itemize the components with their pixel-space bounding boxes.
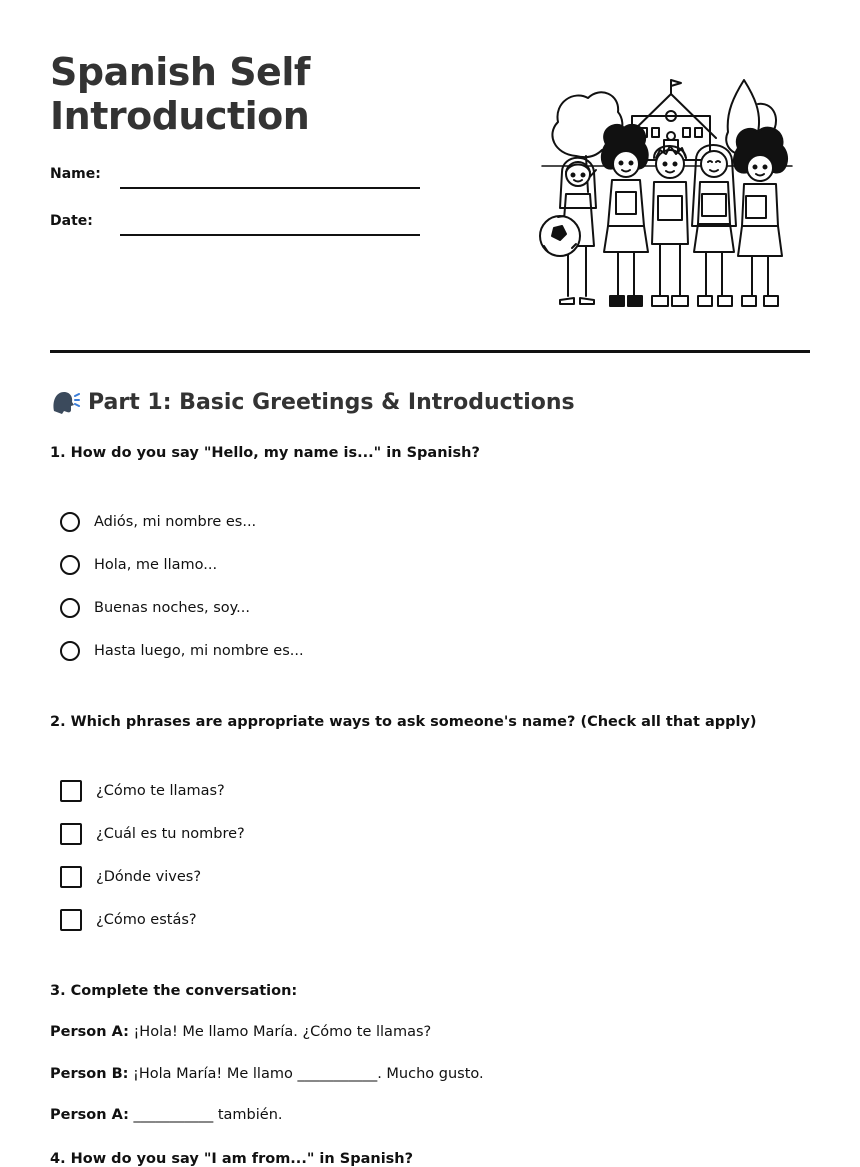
student-2 — [602, 125, 648, 306]
worksheet-title — [50, 50, 310, 138]
radio-button[interactable] — [60, 555, 80, 575]
question-2: 2. Which phrases are appropriate ways to ask someone's name? (Check all that apply) — [50, 714, 757, 730]
header-divider — [50, 350, 810, 353]
date-field[interactable] — [120, 234, 420, 236]
option-label: Adiós, mi nombre es... — [94, 514, 257, 530]
option-label: Hasta luego, mi nombre es... — [94, 643, 304, 659]
student-5 — [734, 128, 787, 306]
option-label: ¿Dónde vives? — [96, 869, 202, 885]
option-label: Buenas noches, soy... — [94, 600, 250, 616]
title-line-1: Spanish Self — [50, 50, 310, 94]
checkbox[interactable] — [60, 866, 82, 888]
conversation-text: ¡Hola! Me llamo María. ¿Cómo te llamas? — [133, 1024, 432, 1040]
question-1: 1. How do you say "Hello, my name is..." in Spanish? — [50, 445, 480, 461]
option-label: ¿Cómo te llamas? — [96, 783, 225, 799]
speaking-head-icon — [50, 389, 80, 415]
speaker-label: Person B: — [50, 1066, 129, 1082]
checkbox[interactable] — [60, 780, 82, 802]
q1-option-1[interactable] — [60, 512, 256, 532]
checkbox[interactable] — [60, 909, 82, 931]
q1-option-2[interactable] — [60, 555, 217, 575]
conversation-text: ¡Hola María! Me llamo ___________. Mucho gusto. — [133, 1066, 484, 1082]
conversation-line-3[interactable] — [50, 1107, 283, 1123]
name-label: Name: — [50, 166, 101, 182]
radio-button[interactable] — [60, 512, 80, 532]
option-label: Hola, me llamo... — [94, 557, 218, 573]
soccer-ball — [540, 216, 580, 256]
speaker-label: Person A: — [50, 1024, 129, 1040]
date-label: Date: — [50, 213, 93, 229]
q1-option-4[interactable] — [60, 641, 304, 661]
conversation-line-1 — [50, 1024, 431, 1040]
question-4: 4. How do you say "I am from..." in Spanish? — [50, 1151, 414, 1167]
option-label: ¿Cómo estás? — [96, 912, 197, 928]
student-4 — [692, 145, 736, 306]
radio-button[interactable] — [60, 598, 80, 618]
speaker-label: Person A: — [50, 1107, 129, 1123]
part1-heading — [50, 389, 575, 415]
q2-option-1[interactable] — [60, 780, 225, 802]
question-3: 3. Complete the conversation: — [50, 983, 298, 999]
conversation-line-2[interactable] — [50, 1066, 484, 1082]
radio-button[interactable] — [60, 641, 80, 661]
q1-option-3[interactable] — [60, 598, 250, 618]
q2-option-4[interactable] — [60, 909, 197, 931]
checkbox[interactable] — [60, 823, 82, 845]
student-3 — [652, 146, 688, 306]
conversation-text: ___________ también. — [133, 1107, 283, 1123]
students-school-illustration — [536, 76, 798, 320]
title-line-2: Introduction — [50, 94, 310, 138]
q2-option-3[interactable] — [60, 866, 201, 888]
option-label: ¿Cuál es tu nombre? — [96, 826, 245, 842]
part1-title: Part 1: Basic Greetings & Introductions — [88, 389, 575, 415]
name-field[interactable] — [120, 187, 420, 189]
q2-option-2[interactable] — [60, 823, 245, 845]
